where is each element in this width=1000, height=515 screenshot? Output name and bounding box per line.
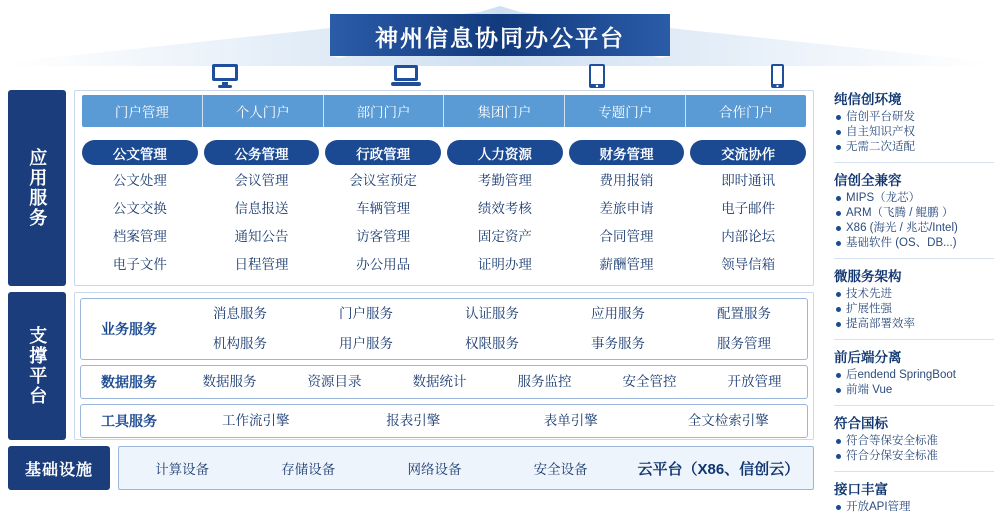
module-column — [325, 140, 441, 280]
feature-list — [834, 110, 994, 155]
portal-item[interactable]: 个人门户 — [203, 95, 324, 127]
support-group-body — [177, 299, 807, 359]
page-title: 神州信息协同办公平台 — [375, 25, 625, 51]
infrastructure-item[interactable]: 存储设备 — [281, 462, 336, 477]
module-item[interactable]: 访客管理 — [356, 229, 411, 244]
portal-item[interactable]: 集团门户 — [444, 95, 565, 127]
support-item[interactable]: 认证服务 — [465, 306, 519, 321]
module-column-header[interactable]: 财务管理 — [569, 140, 685, 165]
infrastructure-item[interactable]: 安全设备 — [533, 462, 588, 477]
module-column — [690, 140, 806, 280]
tablet-icon — [588, 63, 606, 89]
platform-banner — [0, 0, 1000, 66]
feature-sidebar — [834, 88, 994, 513]
module-item[interactable]: 车辆管理 — [356, 201, 411, 216]
sidebar-label-application-text: 应用服务 — [27, 148, 48, 228]
module-item[interactable]: 信息报送 — [234, 201, 289, 216]
sidebar-label-infrastructure — [8, 446, 110, 490]
feature-block-title: 微服务架构 — [834, 269, 902, 284]
feature-item: X86 (海光 / 兆芯/Intel) — [834, 221, 994, 236]
module-column — [447, 140, 563, 280]
support-row — [177, 299, 807, 329]
feature-item: 信创平台研发 — [834, 110, 994, 125]
module-column — [569, 140, 685, 280]
module-item[interactable]: 电子邮件 — [721, 201, 776, 216]
sidebar-label-infrastructure-text: 基础设施 — [24, 461, 93, 479]
module-item[interactable]: 公文交换 — [112, 201, 167, 216]
sidebar-label-support — [8, 292, 66, 440]
feature-block — [834, 478, 994, 515]
feature-list — [834, 191, 994, 251]
portal-item[interactable]: 合作门户 — [719, 105, 774, 120]
feature-item: 技术先进 — [834, 287, 994, 302]
portal-row — [82, 95, 806, 127]
divider — [834, 162, 994, 163]
module-item[interactable]: 考勤管理 — [477, 173, 532, 188]
support-group-tools — [80, 404, 808, 438]
laptop-icon — [390, 63, 422, 89]
support-item[interactable]: 用户服务 — [339, 336, 393, 351]
support-item[interactable]: 数据服务 — [202, 374, 257, 389]
module-item[interactable]: 公文处理 — [112, 173, 167, 188]
feature-list — [834, 434, 994, 464]
module-column-header[interactable]: 行政管理 — [325, 140, 441, 165]
feature-item: 无需二次适配 — [834, 140, 994, 155]
support-group-data — [80, 365, 808, 399]
support-item[interactable]: 应用服务 — [591, 306, 645, 321]
module-item[interactable]: 绩效考核 — [477, 201, 532, 216]
module-column — [204, 140, 320, 280]
desktop-icon — [210, 63, 240, 89]
module-column-header[interactable]: 公务管理 — [204, 140, 320, 165]
divider — [834, 471, 994, 472]
feature-block-title: 前后端分离 — [834, 350, 902, 365]
support-row — [177, 329, 807, 359]
support-group-business — [80, 298, 808, 360]
feature-item: 前端 Vue — [834, 383, 994, 398]
portal-item[interactable]: 部门门户 — [324, 95, 445, 127]
feature-block-title: 接口丰富 — [834, 482, 888, 497]
support-item[interactable]: 表单引擎 — [543, 413, 598, 428]
module-item[interactable]: 电子文件 — [112, 257, 167, 272]
infrastructure-row — [118, 446, 814, 490]
module-item[interactable]: 费用报销 — [599, 173, 654, 188]
divider — [834, 405, 994, 406]
divider — [834, 339, 994, 340]
support-item[interactable]: 工作流引擎 — [222, 413, 290, 428]
feature-item: MIPS（龙芯） — [834, 191, 994, 206]
feature-item: ARM（飞腾 / 鲲鹏 ） — [834, 206, 994, 221]
feature-block-title: 符合国标 — [834, 416, 888, 431]
support-item[interactable]: 消息服务 — [213, 306, 267, 321]
feature-block — [834, 169, 994, 251]
infrastructure-cloud-item[interactable]: 云平台（X86、信创云） — [637, 460, 800, 478]
feature-block — [834, 412, 994, 464]
portal-item[interactable]: 门户管理 — [82, 95, 203, 127]
module-column-header[interactable]: 人力资源 — [447, 140, 563, 165]
support-item[interactable]: 全文检索引擎 — [687, 413, 769, 428]
support-group-label: 数据服务 — [101, 374, 157, 390]
feature-item: 符合等保安全标准 — [834, 434, 994, 449]
module-item[interactable]: 固定资产 — [477, 229, 532, 244]
support-item[interactable]: 权限服务 — [465, 336, 519, 351]
feature-block — [834, 88, 994, 155]
module-column-header[interactable]: 交流协作 — [690, 140, 806, 165]
module-item[interactable]: 薪酬管理 — [599, 257, 654, 272]
module-item[interactable]: 内部论坛 — [721, 229, 776, 244]
feature-list — [834, 500, 994, 515]
support-item[interactable]: 安全管控 — [622, 374, 677, 389]
module-item[interactable]: 档案管理 — [112, 229, 167, 244]
support-item[interactable]: 配置服务 — [717, 306, 771, 321]
module-item[interactable]: 合同管理 — [599, 229, 654, 244]
device-icon-row — [82, 63, 812, 91]
sidebar-label-support-text: 支撑平台 — [27, 326, 48, 406]
module-item[interactable]: 差旅申请 — [599, 201, 654, 216]
module-item[interactable]: 会议管理 — [234, 173, 289, 188]
support-item[interactable]: 报表引擎 — [386, 413, 441, 428]
support-item[interactable]: 服务监控 — [517, 374, 572, 389]
support-row — [177, 367, 807, 397]
feature-item: 扩展性强 — [834, 302, 994, 317]
feature-block-title: 信创全兼容 — [834, 173, 902, 188]
module-column — [82, 140, 198, 280]
feature-block — [834, 346, 994, 398]
divider — [834, 258, 994, 259]
module-item[interactable]: 办公用品 — [356, 257, 411, 272]
feature-list — [834, 287, 994, 332]
infrastructure-item[interactable]: 网络设备 — [407, 462, 462, 477]
feature-item: 基础软件 (OS、DB...) — [834, 236, 994, 251]
feature-item: 符合分保安全标准 — [834, 449, 994, 464]
support-item[interactable]: 门户服务 — [339, 306, 393, 321]
support-group-body — [177, 406, 807, 436]
feature-block-title: 纯信创环境 — [834, 92, 902, 107]
support-item[interactable]: 资源目录 — [307, 374, 362, 389]
sidebar-label-application — [8, 90, 66, 286]
module-item[interactable]: 会议室预定 — [349, 173, 417, 188]
feature-list — [834, 368, 994, 398]
support-item[interactable]: 机构服务 — [213, 336, 267, 351]
support-item[interactable]: 服务管理 — [717, 336, 771, 351]
support-item[interactable]: 数据统计 — [412, 374, 467, 389]
portal-item[interactable]: 专题门户 — [565, 95, 686, 127]
application-columns — [82, 140, 806, 280]
support-item[interactable]: 事务服务 — [591, 336, 645, 351]
module-item[interactable]: 通知公告 — [234, 229, 289, 244]
feature-item: 提高部署效率 — [834, 317, 994, 332]
module-item[interactable]: 日程管理 — [234, 257, 289, 272]
module-item[interactable]: 证明办理 — [477, 257, 532, 272]
support-item[interactable]: 开放管理 — [727, 374, 782, 389]
phone-icon — [770, 63, 785, 89]
module-item[interactable]: 即时通讯 — [721, 173, 776, 188]
module-item[interactable]: 领导信箱 — [721, 257, 776, 272]
support-row — [177, 406, 807, 436]
support-group-label: 工具服务 — [101, 413, 157, 429]
feature-block — [834, 265, 994, 332]
support-group-label: 业务服务 — [101, 321, 157, 337]
module-column-header[interactable]: 公文管理 — [82, 140, 198, 165]
feature-item: 开放API管理 — [834, 500, 994, 515]
feature-item: 后endend SpringBoot — [834, 368, 994, 383]
feature-item: 自主知识产权 — [834, 125, 994, 140]
infrastructure-item[interactable]: 计算设备 — [155, 462, 210, 477]
support-group-body — [177, 367, 807, 397]
